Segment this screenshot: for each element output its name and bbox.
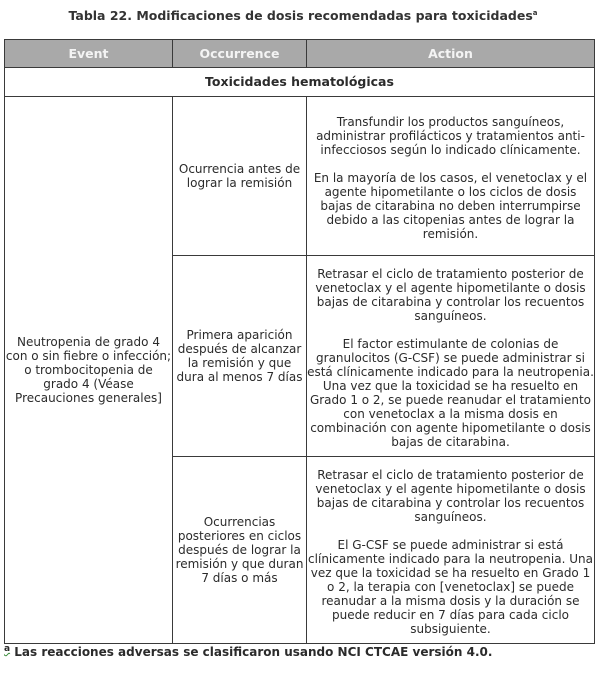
table-footnote <box>4 644 492 659</box>
footnote-text: Las reacciones adversas se clasificaron usando NCI CTCAE versión 4.0. <box>10 645 493 659</box>
action-2-paragraph-2: El factor estimulante de colonias de granulocitos (G-CSF) se puede administrar si está clínicamente indicado para la neutropenia. Una vez que la toxicidad se ha resuelto en Grado 1 o 2, se puede reanudar el tratamiento con venetoclax a la misma dosis en combinación con agente hipometilante o dosis bajas de citarabina. <box>307 336 594 449</box>
section-title: Toxicidades hematológicas <box>5 68 595 97</box>
header-action: Action <box>307 40 595 68</box>
table-row <box>5 97 595 256</box>
occurrence-cell-2: Primera aparición después de alcanzar la remisión y que dura al menos 7 días <box>173 256 307 457</box>
header-occurrence: Occurrence <box>173 40 307 68</box>
header-event: Event <box>5 40 173 68</box>
dose-modification-table <box>4 39 595 644</box>
action-cell-3 <box>307 457 595 644</box>
header-row <box>5 40 595 68</box>
occurrence-cell-3: Ocurrencias posteriores en ciclos después de lograr la remisión y que duran 7 días o más <box>173 457 307 644</box>
action-cell-1 <box>307 97 595 256</box>
footnote-marker: a <box>4 644 11 654</box>
section-row <box>5 68 595 97</box>
action-1-paragraph-2: En la mayoría de los casos, el venetoclax y el agente hipometilante o los ciclos de dosis bajas de citarabina no deben interrumpirse debido a las citopenias antes de lograr la remisión. <box>313 170 588 241</box>
table-title <box>0 8 606 23</box>
event-cell: Neutropenia de grado 4 con o sin fiebre o infección; o trombocitopenia de grado 4 (Véase Precauciones generales] <box>5 97 173 644</box>
title-footnote-marker: a <box>532 8 538 17</box>
action-3-paragraph-2: El G-CSF se puede administrar si está clínicamente indicado para la neutropenia. Una vez que la toxicidad se ha resuelto en Grado 1 o 2, la terapia con [venetoclax] se puede reanudar a la misma dosis y la duración se puede reducir en 7 días para cada ciclo subsiguiente. <box>308 537 593 636</box>
action-3-paragraph-1: Retrasar el ciclo de tratamiento posterior de venetoclax y el agente hipometilante o dosis bajas de citarabina y controlar los recuentos sanguíneos. <box>315 467 586 524</box>
occurrence-cell-1: Ocurrencia antes de lograr la remisión <box>173 97 307 256</box>
action-cell-2 <box>307 256 595 457</box>
action-2-paragraph-1: Retrasar el ciclo de tratamiento posterior de venetoclax y el agente hipometilante o dosis bajas de citarabina y controlar los recuentos sanguíneos. <box>315 266 586 323</box>
table-title-text: Tabla 22. Modificaciones de dosis recomendadas para toxicidades <box>68 8 533 23</box>
action-1-paragraph-1: Transfundir los productos sanguíneos, administrar profilácticos y tratamientos anti-infecciosos según lo indicado clínicamente. <box>316 114 585 157</box>
